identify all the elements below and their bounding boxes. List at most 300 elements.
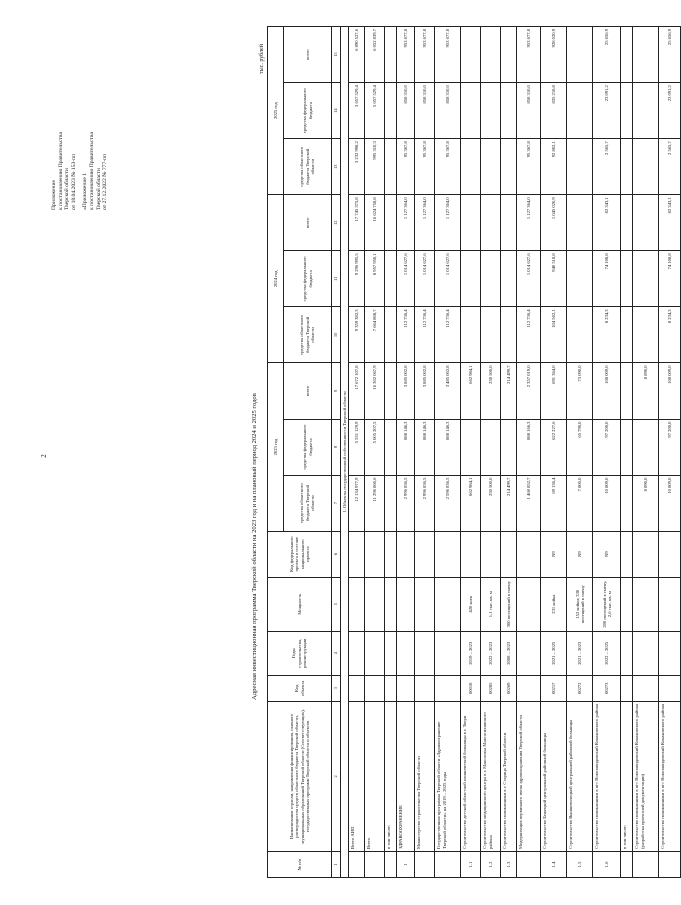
row-name: Строительство Бежецкой центральной районной больницы: [541, 701, 567, 851]
row-amount: 622 227,6: [541, 419, 567, 475]
row-number: 1.3: [501, 851, 517, 877]
row-number: [517, 851, 541, 877]
row-number: 1.4: [541, 851, 567, 877]
row-amount: [385, 307, 397, 363]
row-amount: [567, 139, 593, 195]
row-years: 2019 – 2023: [461, 631, 481, 675]
row-amount: [385, 363, 397, 419]
row-federal-project-code: [461, 531, 481, 577]
row-amount: 108 009,0: [593, 363, 621, 419]
row-amount: 5 531 129,9: [349, 419, 365, 475]
table-row: [397, 27, 415, 878]
row-federal-project-code: [517, 531, 541, 577]
row-amount: 92 802,1: [541, 139, 567, 195]
row-capacity: [633, 577, 659, 631]
row-amount: 2 565,7: [593, 139, 621, 195]
row-amount: 888 146,3: [415, 419, 435, 475]
row-amount: 8 890,0: [633, 475, 659, 531]
row-amount: [567, 307, 593, 363]
row-years: [659, 631, 681, 675]
row-federal-project-code: [397, 531, 415, 577]
row-federal-project-code: [385, 531, 397, 577]
row-years: [415, 631, 435, 675]
table-row: [517, 27, 541, 878]
row-number: 1.6: [593, 851, 621, 877]
row-amount: [633, 195, 659, 251]
row-capacity: [365, 577, 385, 631]
page-number: 2: [39, 454, 48, 458]
investment-table: [267, 26, 681, 878]
row-object-code: [397, 675, 415, 701]
row-amount: [501, 307, 517, 363]
row-amount: [501, 195, 517, 251]
row-amount: 112 736,4: [415, 307, 435, 363]
header-2023: 2023 год: [268, 363, 284, 531]
row-amount: 953 677,8: [517, 27, 541, 83]
row-amount: [385, 27, 397, 83]
row-amount: [481, 195, 501, 251]
row-amount: 6 052 839,7: [365, 27, 385, 83]
row-object-code: [385, 675, 397, 701]
row-amount: [621, 139, 633, 195]
row-federal-project-code: [349, 531, 365, 577]
row-federal-project-code: N9: [593, 531, 621, 577]
row-capacity: [415, 577, 435, 631]
column-index: 4: [332, 631, 341, 675]
table-row: [349, 27, 365, 878]
row-amount: [621, 475, 633, 531]
header-total: всего: [284, 27, 332, 83]
row-amount: 7 800,0: [567, 475, 593, 531]
row-years: 2022 – 2025: [593, 631, 621, 675]
row-amount: [633, 27, 659, 83]
row-name: в том числе:: [385, 701, 397, 851]
row-object-code: [365, 675, 385, 701]
row-amount: [385, 83, 397, 139]
row-amount: 97 200,0: [593, 419, 621, 475]
row-name: Министерство строительства Тверской области: [415, 701, 435, 851]
column-index: 3: [332, 675, 341, 701]
annex-note: [51, 40, 109, 210]
row-amount: 104 502,1: [541, 307, 567, 363]
annex-line: Тверской области: [95, 168, 102, 210]
table-row: [461, 27, 481, 878]
annex-line: к постановлению Правительства: [57, 132, 64, 210]
header-regional: средства областного бюджета Тверской области: [284, 307, 332, 363]
row-name: в том числе:: [621, 701, 633, 851]
row-amount: 23 091,2: [593, 83, 621, 139]
row-amount: 3 485 002,8: [435, 363, 461, 419]
row-years: 2008 – 2023: [501, 631, 517, 675]
row-amount: 3 885 002,8: [415, 363, 435, 419]
row-amount: 25 656,9: [659, 27, 681, 83]
column-index: 5: [332, 577, 341, 631]
row-name: Строительство медицинского центра в г. Максатиха Максатихинского района: [481, 701, 501, 851]
row-amount: 691 364,0: [541, 363, 567, 419]
row-amount: 25 656,9: [593, 27, 621, 83]
table-row: [501, 27, 517, 878]
row-amount: [461, 195, 481, 251]
row-number: 1.1: [461, 851, 481, 877]
table-row: [541, 27, 567, 878]
row-amount: 2 565,7: [659, 139, 681, 195]
row-amount: [621, 307, 633, 363]
section-header: 1. Объекты государственной собственности Тверской области: [341, 27, 349, 878]
header-total: всего: [284, 195, 332, 251]
header-federal: средства федерального бюджета: [284, 251, 332, 307]
column-index: 14: [332, 83, 341, 139]
row-object-code: [349, 675, 365, 701]
row-amount: 112 736,4: [397, 307, 415, 363]
row-amount: 953 677,8: [435, 27, 461, 83]
header-federal-project-code: Код федерального проекта в составе национального проекта: [268, 531, 332, 577]
row-years: 2022 – 2023: [481, 631, 501, 675]
row-amount: 2 357 019,0: [517, 363, 541, 419]
row-years: [621, 631, 633, 675]
row-amount: 662 984,1: [461, 475, 481, 531]
column-index: 10: [332, 307, 341, 363]
row-name: ЗДРАВООХРАНЕНИЕ: [397, 701, 415, 851]
row-amount: 8 234,3: [659, 307, 681, 363]
row-amount: [633, 251, 659, 307]
header-total: всего: [284, 363, 332, 419]
column-index-row: [332, 27, 341, 878]
table-row: [385, 27, 397, 878]
row-years: [633, 631, 659, 675]
row-amount: 2 996 836,5: [415, 475, 435, 531]
header-federal: средства федерального бюджета: [284, 83, 332, 139]
row-number: [415, 851, 435, 877]
row-amount: [621, 251, 633, 307]
row-amount: [621, 83, 633, 139]
row-capacity: [349, 577, 365, 631]
row-amount: [461, 139, 481, 195]
row-amount: [461, 307, 481, 363]
row-capacity: 152 койки; 330 посещений в смену: [567, 577, 593, 631]
row-amount: 95 367,8: [415, 139, 435, 195]
document-title: Адресная инвестиционная программа Тверской области на 2023 год и на плановый период 2024 и 2025 годов: [251, 393, 258, 700]
row-amount: [385, 139, 397, 195]
row-amount: [461, 251, 481, 307]
row-amount: 858 310,0: [397, 83, 415, 139]
row-amount: 1 127 364,0: [397, 195, 415, 251]
row-amount: [461, 83, 481, 139]
row-amount: 8 957 950,1: [365, 251, 385, 307]
row-amount: 858 310,0: [517, 83, 541, 139]
row-amount: 5 057 529,4: [365, 83, 385, 139]
row-name: Строительство Вышневолоцкой центральной районной больницы: [567, 701, 593, 851]
row-object-code: [415, 675, 435, 701]
row-years: 2021 – 2025: [541, 631, 567, 675]
row-name: Модернизация первичного звена здравоохранения Тверской области: [517, 701, 541, 851]
table-row: [435, 27, 461, 878]
table-row: [659, 27, 681, 878]
row-amount: 3 232 998,2: [349, 139, 365, 195]
row-amount: 888 146,3: [435, 419, 461, 475]
header-2024: 2024 год: [268, 195, 284, 363]
row-amount: 1 045 020,9: [541, 195, 567, 251]
row-amount: 95 367,8: [397, 139, 415, 195]
table-row: [567, 27, 593, 878]
row-number: [621, 851, 633, 877]
row-name: Строительство детской областной клинической больницы в г. Твери: [461, 701, 481, 851]
row-years: [435, 631, 461, 675]
section-header-row: [341, 27, 349, 878]
table-body: [341, 27, 681, 878]
header-regional: средства областного бюджета Тверской области: [284, 139, 332, 195]
row-amount: 16 302 067,9: [365, 363, 385, 419]
row-amount: 10 809,0: [593, 475, 621, 531]
row-amount: 214 499,7: [501, 475, 517, 531]
row-amount: 2 596 836,5: [435, 475, 461, 531]
row-amount: 17 745 375,8: [349, 195, 365, 251]
row-amount: 1 127 364,0: [517, 195, 541, 251]
row-years: [365, 631, 385, 675]
row-amount: 7 664 808,7: [365, 307, 385, 363]
row-amount: [481, 27, 501, 83]
row-amount: [501, 27, 517, 83]
row-amount: 8 234,3: [593, 307, 621, 363]
row-amount: 928 020,9: [541, 27, 567, 83]
row-amount: [633, 83, 659, 139]
table-row: [593, 27, 621, 878]
row-amount: [501, 139, 517, 195]
row-amount: [481, 419, 501, 475]
row-amount: [567, 195, 593, 251]
row-amount: 1 014 627,6: [435, 251, 461, 307]
row-amount: [481, 83, 501, 139]
row-name: Государственная программа Тверской области «Здравоохранение Тверской области» на 2019 – 2025 годы: [435, 701, 461, 851]
row-object-code: 00285: [481, 675, 501, 701]
column-index: 8: [332, 419, 341, 475]
row-amount: 1 127 364,0: [435, 195, 461, 251]
row-amount: 858 310,0: [435, 83, 461, 139]
row-amount: 17 672 107,8: [349, 363, 365, 419]
row-years: [349, 631, 365, 675]
row-amount: 95 367,8: [517, 139, 541, 195]
row-amount: 10 809,0: [659, 475, 681, 531]
row-years: [397, 631, 415, 675]
header-object-code: Код объекта: [268, 675, 332, 701]
row-object-code: [517, 675, 541, 701]
row-amount: 214 499,7: [501, 363, 517, 419]
row-amount: [621, 363, 633, 419]
row-amount: [633, 307, 659, 363]
row-federal-project-code: [435, 531, 461, 577]
row-amount: [567, 83, 593, 139]
row-amount: 8 890,0: [633, 363, 659, 419]
row-federal-project-code: [621, 531, 633, 577]
row-amount: [481, 307, 501, 363]
row-amount: 95 367,8: [435, 139, 461, 195]
row-federal-project-code: N9: [567, 531, 593, 577]
row-amount: [501, 419, 517, 475]
row-name: Строительство поликлиники в пгт Новозавидовский Конаковского района: [659, 701, 681, 851]
row-amount: 6 890 527,6: [349, 27, 365, 83]
row-amount: 662 984,1: [461, 363, 481, 419]
row-amount: 1 014 627,6: [517, 251, 541, 307]
row-amount: [633, 419, 659, 475]
row-amount: 73 090,0: [567, 363, 593, 419]
row-amount: [385, 251, 397, 307]
row-number: 1.5: [567, 851, 593, 877]
row-amount: [481, 251, 501, 307]
column-index: 13: [332, 139, 341, 195]
row-amount: 12 134 977,9: [349, 475, 365, 531]
row-years: [517, 631, 541, 675]
row-amount: 9 359 382,3: [349, 307, 365, 363]
header-federal: средства федерального бюджета: [284, 419, 332, 475]
row-number: [349, 851, 365, 877]
row-federal-project-code: [365, 531, 385, 577]
row-federal-project-code: [415, 531, 435, 577]
row-number: 1.2: [481, 851, 501, 877]
row-amount: [621, 419, 633, 475]
row-number: [435, 851, 461, 877]
row-federal-project-code: [659, 531, 681, 577]
table-row: [415, 27, 435, 878]
annex-line: от 27.12.2022 № 777-пп: [102, 153, 109, 210]
row-amount: [501, 83, 517, 139]
row-capacity: [659, 577, 681, 631]
row-amount: 2 996 836,5: [397, 475, 415, 531]
row-name: Строительство поликлиники в пгт Новозавидовский Конаковского района: [593, 701, 621, 851]
row-amount: 1 014 627,6: [415, 251, 435, 307]
row-amount: 888 166,3: [517, 419, 541, 475]
row-object-code: 00269: [501, 675, 517, 701]
row-amount: 11 296 860,6: [365, 475, 385, 531]
table-row: [481, 27, 501, 878]
row-object-code: 00018: [461, 675, 481, 701]
row-federal-project-code: [633, 531, 659, 577]
row-amount: [385, 475, 397, 531]
row-name: Строительство поликлиники в г. Старица Тверской области: [501, 701, 517, 851]
row-number: 1: [397, 851, 415, 877]
row-amount: 858 310,0: [415, 83, 435, 139]
row-amount: 112 736,4: [435, 307, 461, 363]
row-amount: [621, 195, 633, 251]
row-object-code: 00217: [541, 675, 567, 701]
row-amount: 112 736,4: [517, 307, 541, 363]
row-amount: 108 009,0: [659, 363, 681, 419]
column-index: 2: [332, 701, 341, 851]
row-capacity: 420 коек: [461, 577, 481, 631]
row-object-code: [435, 675, 461, 701]
row-federal-project-code: [501, 531, 517, 577]
row-number: [365, 851, 385, 877]
row-capacity: 231 койка: [541, 577, 567, 631]
row-amount: [385, 195, 397, 251]
row-amount: 1 468 852,7: [517, 475, 541, 531]
row-amount: 835 218,8: [541, 83, 567, 139]
row-amount: 3 657 529,4: [349, 83, 365, 139]
annex-line: «Приложение 1: [82, 172, 89, 210]
header-name: Наименование отрасли, направления финансирования, главного распорядителя средств областного бюджета Тверской области, муниципальных образований Тверской области (Соответствующих), государственных программ Тверской области и объектов: [268, 701, 332, 851]
row-amount: 953 677,8: [415, 27, 435, 83]
column-index: 11: [332, 251, 341, 307]
row-federal-project-code: [481, 531, 501, 577]
row-capacity: [385, 577, 397, 631]
row-capacity: [397, 577, 415, 631]
row-amount: 888 146,3: [397, 419, 415, 475]
row-name: Всего: [365, 701, 385, 851]
row-amount: 16 624 758,8: [365, 195, 385, 251]
row-amount: 69 136,4: [541, 475, 567, 531]
row-amount: [633, 139, 659, 195]
row-number: [385, 851, 397, 877]
row-amount: 3 885 002,8: [397, 363, 415, 419]
row-amount: 74 108,8: [659, 251, 681, 307]
row-amount: [621, 27, 633, 83]
row-name: Всего АИП: [349, 701, 365, 851]
row-object-code: [659, 675, 681, 701]
row-amount: [567, 251, 593, 307]
row-number: [633, 851, 659, 877]
row-object-code: 00273: [593, 675, 621, 701]
row-amount: [461, 27, 481, 83]
row-amount: [481, 139, 501, 195]
row-object-code: [633, 675, 659, 701]
row-capacity: 300 посещений в смену: [501, 577, 517, 631]
row-years: [385, 631, 397, 675]
header-capacity: Мощность: [268, 577, 332, 631]
row-number: [659, 851, 681, 877]
row-federal-project-code: N9: [541, 531, 567, 577]
row-capacity: 1,1 тыс. кв. м: [481, 577, 501, 631]
row-amount: 250 500,0: [481, 363, 501, 419]
header-years: Годы строительства, реконструкции: [268, 631, 332, 675]
table-row: [365, 27, 385, 878]
row-amount: 5 005 207,5: [365, 419, 385, 475]
header-regional: средства областного бюджета Тверской области: [284, 475, 332, 531]
column-index: 1: [332, 851, 341, 877]
row-amount: 65 790,0: [567, 419, 593, 475]
row-amount: 250 500,0: [481, 475, 501, 531]
row-amount: [501, 251, 517, 307]
row-amount: 97 200,0: [659, 419, 681, 475]
row-object-code: 00272: [567, 675, 593, 701]
row-amount: 1 014 627,6: [397, 251, 415, 307]
row-amount: 940 518,8: [541, 251, 567, 307]
row-years: 2021 – 2023: [567, 631, 593, 675]
header-number: № п/п: [268, 851, 332, 877]
row-amount: 23 091,2: [659, 83, 681, 139]
header-2025: 2025 год: [268, 27, 284, 195]
row-amount: 82 343,1: [659, 195, 681, 251]
row-capacity: [435, 577, 461, 631]
column-index: 6: [332, 531, 341, 577]
row-amount: 9 296 995,5: [349, 251, 365, 307]
row-capacity: [621, 577, 633, 631]
column-index: 7: [332, 475, 341, 531]
row-amount: 1 127 364,0: [415, 195, 435, 251]
row-amount: 953 677,8: [397, 27, 415, 83]
row-amount: [385, 419, 397, 475]
row-amount: 74 108,8: [593, 251, 621, 307]
column-index: 9: [332, 363, 341, 419]
unit-label: тыс. рублей: [259, 44, 265, 74]
column-index: 15: [332, 27, 341, 83]
row-name: Строительство поликлиники в пгт Новозавидовский Конаковского района (разработка проектной документации): [633, 701, 659, 851]
table-row: [633, 27, 659, 878]
column-index: 12: [332, 195, 341, 251]
row-amount: 995 310,3: [365, 139, 385, 195]
annex-line: от 18.04.2023 № 153-пп: [70, 153, 77, 210]
row-amount: [567, 27, 593, 83]
annex-line: Тверской области: [64, 168, 71, 210]
row-capacity: 200 посещений в смену, 2,6 тыс. кв. м: [593, 577, 621, 631]
row-amount: 82 343,1: [593, 195, 621, 251]
